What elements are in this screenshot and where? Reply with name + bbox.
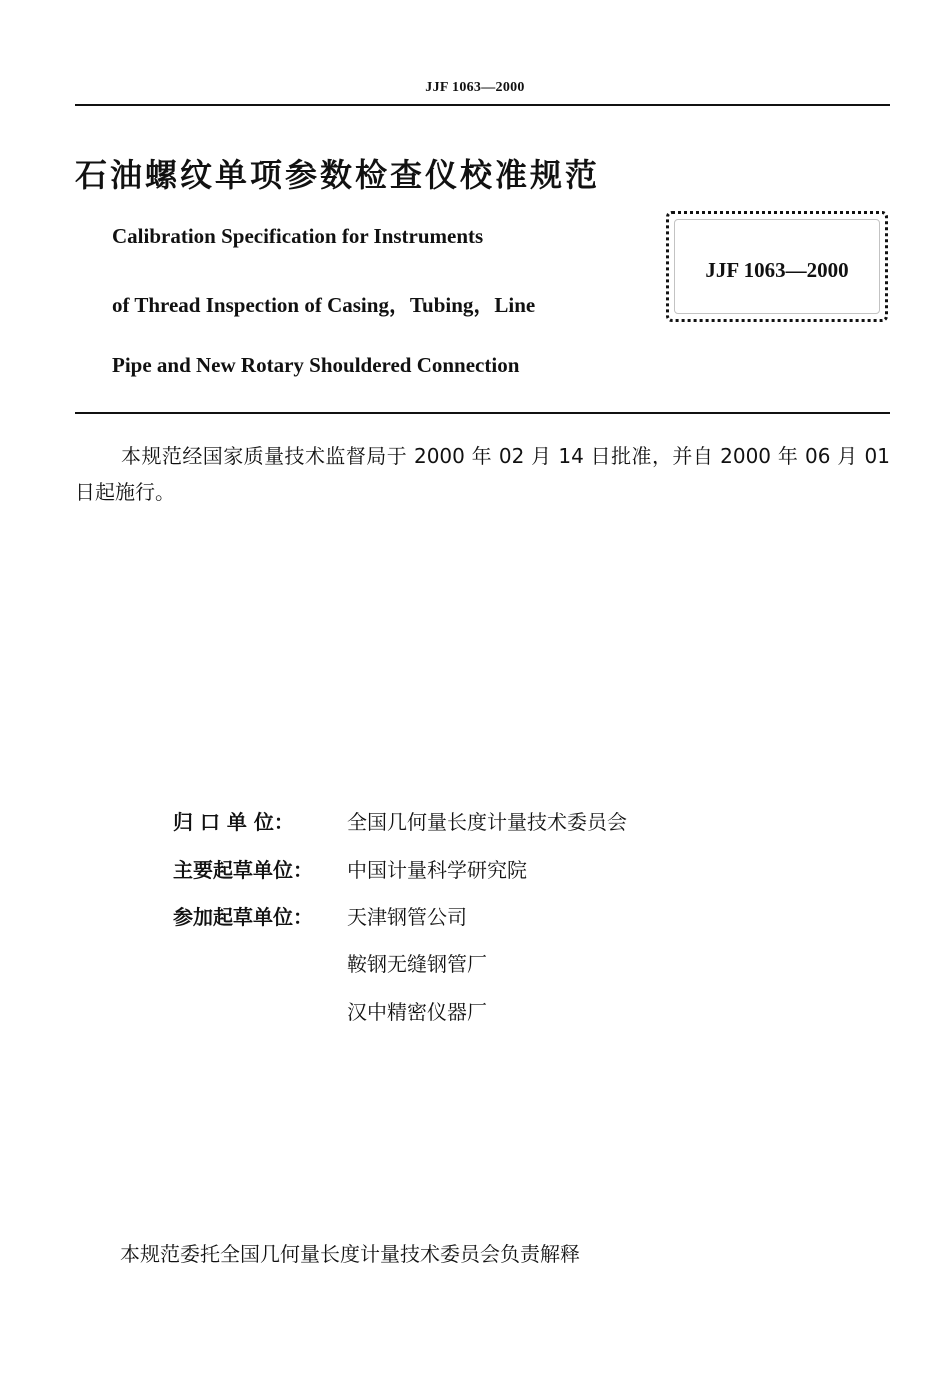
participating-drafter-row-2	[173, 948, 487, 977]
participating-drafter-row	[173, 901, 467, 930]
approval-statement: 本规范经国家质量技术监督局于 2000 年 02 月 14 日批准，并自 2000 年 06 月 01 日起施行。	[75, 444, 890, 504]
title-chinese: 石油螺纹单项参数检查仪校准规范	[75, 156, 601, 194]
code-box-text: JJF 1063—2000	[705, 258, 849, 282]
main-drafter-row	[173, 854, 527, 883]
code-box-frame	[666, 211, 888, 322]
responsible-unit-value: 全国几何量长度计量技术委员会	[347, 810, 627, 834]
title-english-line-3: Pipe and New Rotary Shouldered Connection	[112, 353, 520, 377]
bottom-divider	[75, 412, 890, 414]
document-code-header: JJF 1063—2000	[425, 80, 525, 95]
participating-drafter-value-1: 天津钢管公司	[347, 905, 467, 929]
participating-drafter-value-2: 鞍钢无缝钢管厂	[347, 952, 487, 976]
participating-drafter-row-3	[173, 996, 487, 1025]
participating-drafter-label: 参加起草单位：	[173, 905, 313, 929]
participating-drafter-value-3: 汉中精密仪器厂	[347, 1000, 487, 1024]
title-english-line-2: of Thread Inspection of Casing，Tubing，Line	[112, 293, 536, 317]
main-drafter-value: 中国计量科学研究院	[347, 858, 527, 882]
main-drafter-label: 主要起草单位：	[173, 858, 313, 882]
title-english-line-1: Calibration Specification for Instruments	[112, 224, 484, 248]
top-divider	[75, 104, 890, 106]
interpretation-note: 本规范委托全国几何量长度计量技术委员会负责解释	[120, 1242, 580, 1266]
responsible-unit-label: 归 口 单 位：	[173, 810, 294, 834]
responsible-unit-row	[173, 806, 627, 835]
